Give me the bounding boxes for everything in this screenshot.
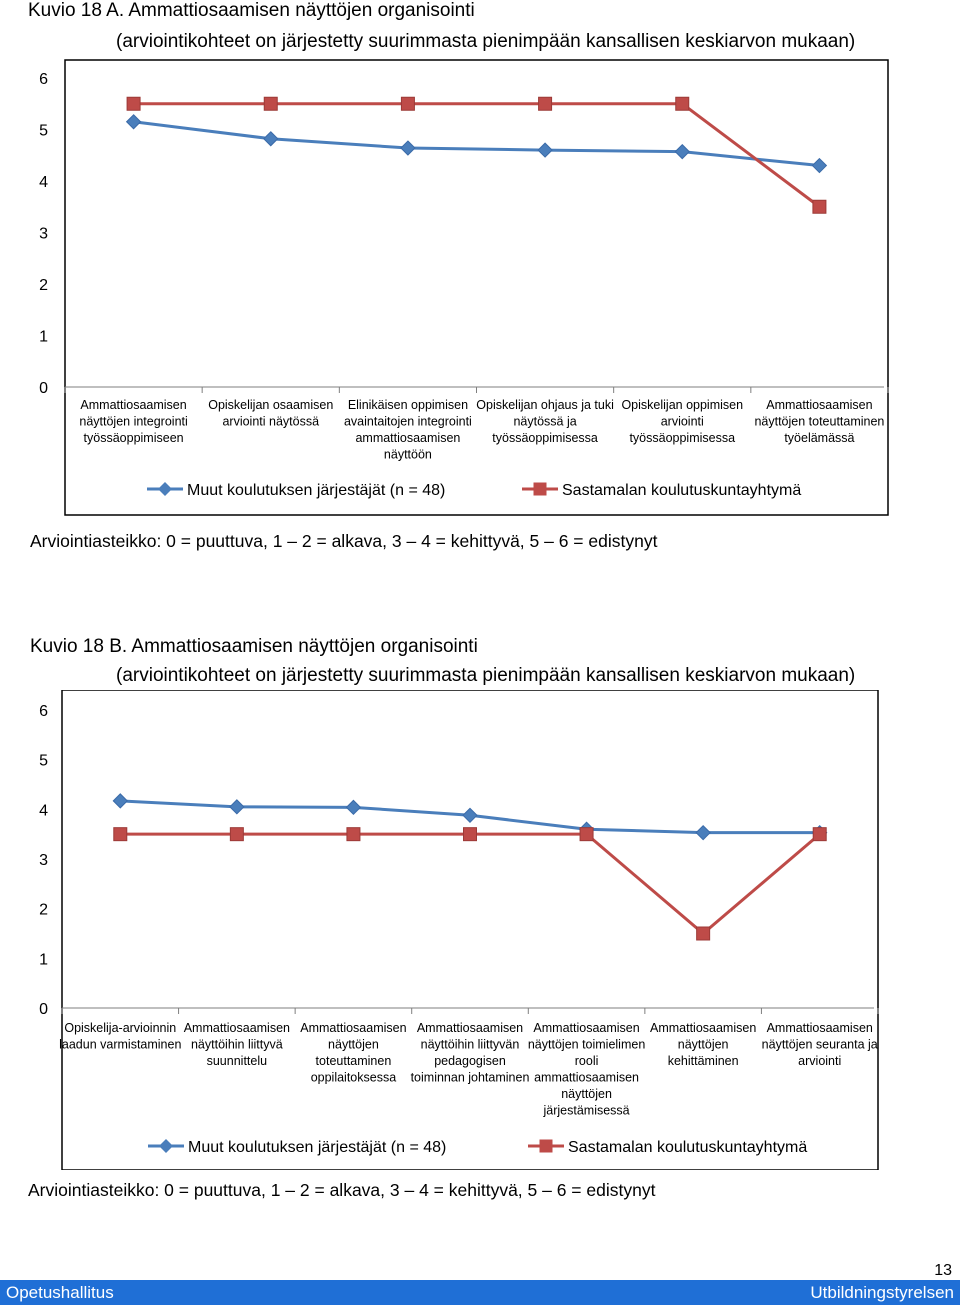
chart-b-title: Kuvio 18 B. Ammattiosaamisen näyttöjen organisointi (30, 636, 478, 657)
y-tick-label: 0 (39, 1001, 48, 1018)
data-point (813, 200, 826, 213)
y-tick-label: 1 (39, 951, 48, 969)
y-tick-label: 4 (39, 174, 48, 191)
category-label: Opiskelijan oppimisen arviointi työssäoppimisessa (621, 398, 744, 445)
chart-a-scale-note: Arviointiasteikko: 0 = puuttuva, 1 – 2 = alkava, 3 – 4 = kehittyvä, 5 – 6 = edistynyt (30, 531, 658, 551)
chart-a-title: Kuvio 18 A. Ammattiosaamisen näyttöjen organisointi (28, 0, 475, 21)
data-point (813, 828, 826, 841)
y-tick-label: 0 (39, 380, 48, 397)
data-point (697, 927, 710, 940)
data-point (114, 828, 127, 841)
data-point (347, 828, 360, 841)
y-tick-label: 5 (39, 752, 48, 770)
data-point (580, 828, 593, 841)
legend-item (148, 1139, 446, 1156)
category-label: Ammattiosaamisen näyttöjen toteuttaminen oppilaitoksessa (300, 1021, 407, 1085)
category-label: Opiskelija-arvioinnin laadun varmistaminen (59, 1021, 182, 1052)
legend-item (522, 482, 801, 499)
page-number: 13 (934, 1262, 952, 1279)
category-label: Ammattiosaamisen näyttöihin liittyvän pedagogisen toiminnan johtaminen (410, 1021, 530, 1085)
footer-right-text: Utbildningstyrelsen (810, 1283, 954, 1302)
data-point (676, 97, 689, 110)
chart-a (0, 55, 960, 525)
legend-marker (540, 1140, 553, 1153)
footer-left-text: Opetushallitus (6, 1283, 114, 1302)
category-label: Ammattiosaamisen näyttöjen toteuttaminen työelämässä (754, 398, 885, 445)
data-point (401, 97, 414, 110)
legend-label: Muut koulutuksen järjestäjät (n = 48) (188, 1139, 447, 1156)
legend-item (528, 1139, 807, 1156)
y-tick-label: 6 (39, 703, 48, 720)
y-tick-label: 1 (39, 328, 48, 346)
category-label: Opiskelijan osaamisen arviointi näytössä (208, 398, 334, 429)
chart-a-subtitle: (arviointikohteet on järjestetty suurimmasta pienimpään kansallisen keskiarvon mukaan) (116, 31, 856, 52)
legend-label: Sastamalan koulutuskuntayhtymä (562, 482, 802, 499)
category-label: Ammattiosaamisen näyttöjen kehittäminen (649, 1021, 757, 1068)
data-point (264, 97, 277, 110)
data-point (230, 828, 243, 841)
chart-frame (62, 690, 878, 1170)
y-tick-label: 3 (39, 852, 48, 869)
data-point (127, 97, 140, 110)
legend-marker (534, 483, 547, 496)
category-label: Ammattiosaamisen näyttöjen integrointi työssäoppimiseen (79, 398, 188, 445)
legend-item (147, 482, 445, 499)
category-label: Ammattiosaamisen näyttöjen toimielimen rooli ammattiosaamisen näyttöjen järjestämisessä (527, 1021, 646, 1118)
y-tick-label: 5 (39, 122, 48, 140)
chart-b (0, 690, 960, 1170)
data-point (464, 828, 477, 841)
y-tick-label: 3 (39, 225, 48, 243)
y-tick-label: 2 (39, 901, 48, 919)
y-tick-label: 2 (39, 277, 48, 294)
category-label: Elinikäisen oppimisen avaintaitojen integrointi ammattiosaamisen näyttöön (343, 398, 472, 462)
legend-label: Muut koulutuksen järjestäjät (n = 48) (187, 482, 446, 499)
y-tick-label: 6 (39, 71, 48, 88)
category-label: Ammattiosaamisen näyttöihin liittyvä suunnittelu (183, 1021, 291, 1068)
category-label: Opiskelijan ohjaus ja tuki näytössä ja työssäoppimisessa (476, 398, 614, 445)
chart-b-subtitle: (arviointikohteet on järjestetty suurimmasta pienimpään kansallisen keskiarvon mukaan) (116, 665, 856, 686)
category-label: Ammattiosaamisen näyttöjen seuranta ja arviointi (761, 1021, 878, 1068)
chart-b-scale-note: Arviointiasteikko: 0 = puuttuva, 1 – 2 = alkava, 3 – 4 = kehittyvä, 5 – 6 = edistynyt (28, 1180, 656, 1200)
data-point (539, 97, 552, 110)
legend-label: Sastamalan koulutuskuntayhtymä (568, 1139, 808, 1156)
y-tick-label: 4 (39, 802, 48, 820)
